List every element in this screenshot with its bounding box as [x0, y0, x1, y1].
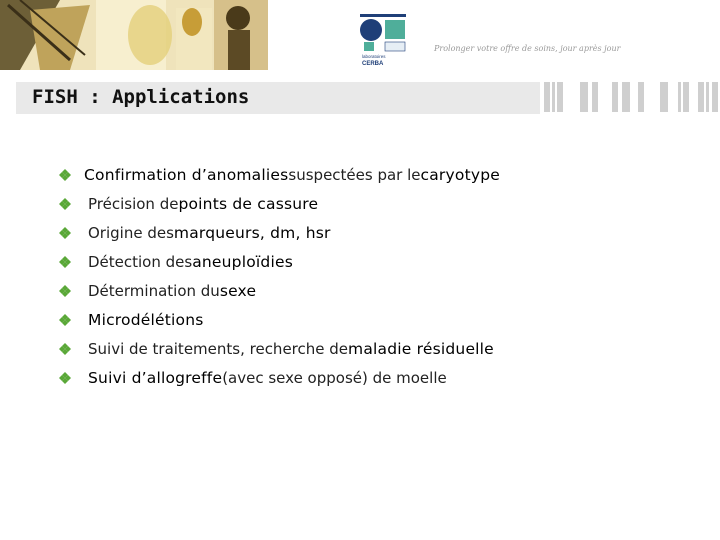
barcode-decoration — [540, 80, 720, 114]
bullet-item — [58, 363, 500, 392]
tagline: Prolonger votre offre de soins, jour après jour — [434, 44, 621, 53]
bullet-text: Microdélétions — [88, 310, 204, 329]
bullet-text: Suivi de traitements, recherche de — [88, 339, 349, 358]
bullet-text: Suivi d’allogreffe — [88, 368, 223, 387]
logo-line-2: CERBA — [362, 61, 384, 67]
bullet-text: Confirmation d’anomalies — [84, 165, 289, 184]
bullet-text: sexe — [219, 281, 257, 300]
diamond-bullet-icon — [58, 197, 72, 211]
bullet-text: aneuploïdies — [192, 252, 293, 271]
header-photo — [0, 0, 268, 70]
slide-title: FISH : Applications — [32, 86, 250, 108]
bullet-text: Origine des — [88, 223, 174, 242]
bullet-list — [58, 160, 500, 392]
bullet-text: Précision de — [88, 194, 179, 213]
bullet-item — [58, 189, 500, 218]
bullet-text: Détection des — [88, 252, 193, 271]
bullet-text: caryotype — [420, 165, 500, 184]
bullet-item — [58, 276, 500, 305]
cerba-logo — [356, 12, 412, 68]
diamond-bullet-icon — [58, 371, 72, 385]
diamond-bullet-icon — [58, 342, 72, 356]
bullet-text: Détermination du — [88, 281, 220, 300]
diamond-bullet-icon — [58, 168, 72, 182]
bullet-item — [58, 334, 500, 363]
bullet-item — [58, 305, 500, 334]
diamond-bullet-icon — [58, 255, 72, 269]
bullet-item — [58, 247, 500, 276]
diamond-bullet-icon — [58, 226, 72, 240]
lab-image — [0, 0, 268, 70]
bullet-text: (avec sexe opposé) de moelle — [222, 368, 447, 387]
bullet-item — [58, 218, 500, 247]
diamond-bullet-icon — [58, 284, 72, 298]
bullet-item — [58, 160, 500, 189]
bullet-text: suspectées par le — [288, 165, 421, 184]
bullet-text: points de cassure — [178, 194, 319, 213]
logo-line-1: laboratoires — [362, 54, 386, 59]
diamond-bullet-icon — [58, 313, 72, 327]
bullet-text: marqueurs, dm, hsr — [173, 223, 331, 242]
bullet-text: maladie résiduelle — [348, 339, 494, 358]
